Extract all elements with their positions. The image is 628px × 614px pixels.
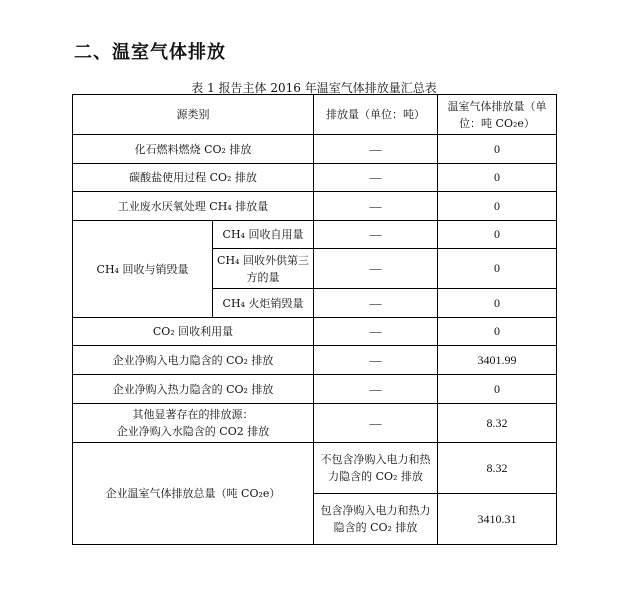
row-co2e-co2-recovery: 0 (438, 318, 557, 346)
row-amount-ch4-third: — (314, 249, 438, 289)
row-co2e-ch4-flare: 0 (438, 289, 557, 318)
total-including-value: 3410.31 (438, 494, 557, 545)
row-label-electricity: 企业净购入电力隐含的 CO₂ 排放 (73, 346, 314, 375)
row-label-fossil: 化石燃料燃烧 CO₂ 排放 (73, 135, 314, 164)
row-amount-electricity: — (314, 346, 438, 375)
header-source-category: 源类别 (73, 95, 314, 135)
table-row (73, 375, 557, 404)
total-emissions-label: 企业温室气体排放总量（吨 CO₂e） (73, 443, 314, 545)
table-row (73, 404, 557, 443)
row-co2e-heat: 0 (438, 375, 557, 404)
total-excluding-label: 不包含净购入电力和热力隐含的 CO₂ 排放 (314, 443, 438, 494)
total-including-label: 包含净购入电力和热力隐含的 CO₂ 排放 (314, 494, 438, 545)
table-row (73, 164, 557, 192)
row-label-carbonate: 碳酸盐使用过程 CO₂ 排放 (73, 164, 314, 192)
row-label-other-line1: 其他显著存在的排放源： (132, 408, 254, 421)
row-label-ch4-third: CH₄ 回收外供第三方的量 (213, 249, 314, 289)
emissions-summary-table (72, 94, 557, 545)
row-amount-co2-recovery: — (314, 318, 438, 346)
table-row (73, 318, 557, 346)
table-row (73, 135, 557, 164)
row-label-ch4-flare: CH₄ 火炬销毁量 (213, 289, 314, 318)
header-emission-amount: 排放量（单位：吨） (314, 95, 438, 135)
total-excluding-value: 8.32 (438, 443, 557, 494)
row-label-other-line2: 企业净购入水隐含的 CO2 排放 (116, 425, 270, 438)
row-amount-carbonate: — (314, 164, 438, 192)
row-label-heat: 企业净购入热力隐含的 CO₂ 排放 (73, 375, 314, 404)
row-amount-other: — (314, 404, 438, 443)
row-amount-wastewater: — (314, 192, 438, 221)
row-co2e-wastewater: 0 (438, 192, 557, 221)
row-co2e-fossil: 0 (438, 135, 557, 164)
table-header-row (73, 95, 557, 135)
row-label-wastewater: 工业废水厌氧处理 CH₄ 排放量 (73, 192, 314, 221)
row-amount-fossil: — (314, 135, 438, 164)
table-row (73, 221, 557, 249)
row-co2e-ch4-self: 0 (438, 221, 557, 249)
row-amount-heat: — (314, 375, 438, 404)
header-co2e-amount: 温室气体排放量（单位：吨 CO₂e） (438, 95, 557, 135)
row-co2e-ch4-third: 0 (438, 249, 557, 289)
row-label-co2-recovery: CO₂ 回收利用量 (73, 318, 314, 346)
row-label-other (73, 404, 314, 443)
row-co2e-other: 8.32 (438, 404, 557, 443)
table-row (73, 192, 557, 221)
ch4-group-label: CH₄ 回收与销毁量 (73, 221, 213, 318)
row-co2e-electricity: 3401.99 (438, 346, 557, 375)
table-row (73, 346, 557, 375)
row-amount-ch4-self: — (314, 221, 438, 249)
table-caption: 表 1 报告主体 2016 年温室气体排放量汇总表 (191, 81, 437, 95)
row-amount-ch4-flare: — (314, 289, 438, 318)
table-row (73, 443, 557, 494)
row-co2e-carbonate: 0 (438, 164, 557, 192)
row-label-ch4-self: CH₄ 回收自用量 (213, 221, 314, 249)
section-heading: 二、温室气体排放 (74, 42, 226, 63)
